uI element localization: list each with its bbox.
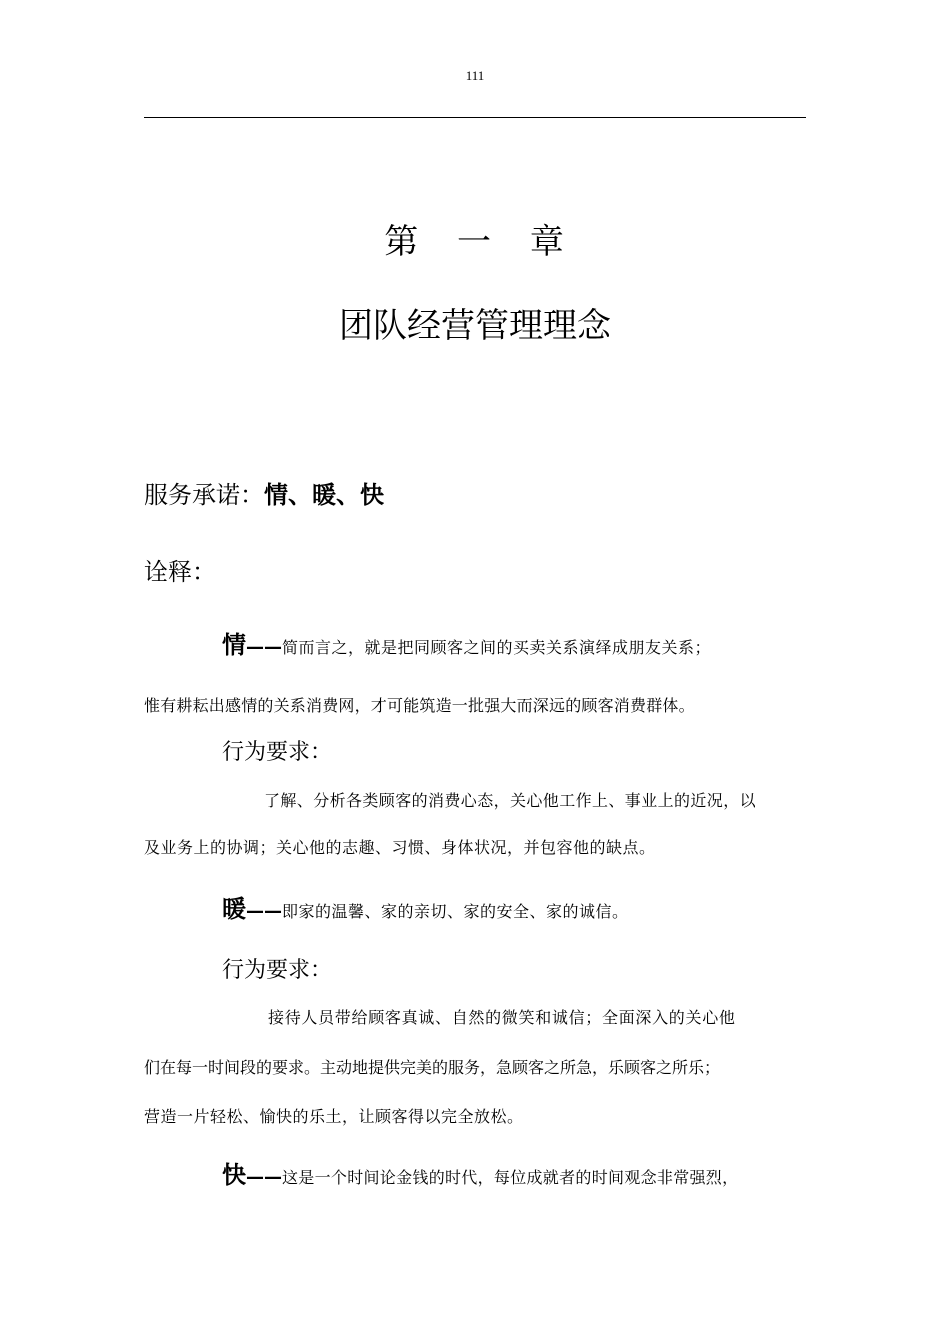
chapter-title: 团队经营管理理念 [339,306,611,346]
chapter-label [0,214,950,263]
kuai-lead: 快 [222,1161,246,1189]
qing-lead: 情 [222,631,246,659]
qing-behavior-line2: 及业务上的协调；关心他的志趣、习惯、身体状况，并包容他的缺点。 [144,838,656,857]
kuai-paragraph [222,1155,884,1190]
nuan-behavior-line1: 接待人员带给顾客真诚、自然的微笑和诚信；全面深入的关心他 [268,1008,736,1027]
nuan-paragraph [222,889,884,924]
qing-dash: —— [246,637,282,658]
chapter-char: 章 [529,222,566,262]
header-rule [144,117,806,118]
chapter-char: 一 [457,222,493,262]
nuan-behavior-line2: 们在每一时间段的要求。主动地提供完美的服务，急顾客之所急，乐顾客之所乐； [144,1058,721,1077]
qing-behavior-label: 行为要求： [222,740,333,765]
qing-paragraph [222,625,884,660]
page-number: 111 [465,68,485,83]
nuan-lead: 暖 [222,895,246,923]
nuan-behavior-label: 行为要求： [222,958,333,983]
chapter-char: 第 [384,222,421,262]
qing-text-line1: 简而言之，就是把同顾客之间的买卖关系演绎成朋友关系； [282,638,712,657]
qing-behavior-line1: 了解、分析各类顾客的消费心态，关心他工作上、事业上的近况，以 [264,791,757,810]
nuan-behavior-line3: 营造一片轻松、愉快的乐土，让顾客得以完全放松。 [144,1107,524,1126]
qing-text-line2: 惟有耕耘出感情的关系消费网，才可能筑造一批强大而深远的顾客消费群体。 [144,696,695,715]
kuai-dash: —— [246,1167,282,1188]
interpretation-label: 诠释： [144,558,216,586]
promise-values: 情、暖、快 [264,481,384,509]
kuai-text-line1: 这是一个时间论金钱的时代，每位成就者的时间观念非常强烈， [282,1168,739,1187]
nuan-text-line1: 即家的温馨、家的亲切、家的安全、家的诚信。 [282,902,629,921]
service-promise-heading [144,475,806,510]
promise-prefix: 服务承诺： [144,481,264,509]
nuan-dash: —— [246,901,282,922]
